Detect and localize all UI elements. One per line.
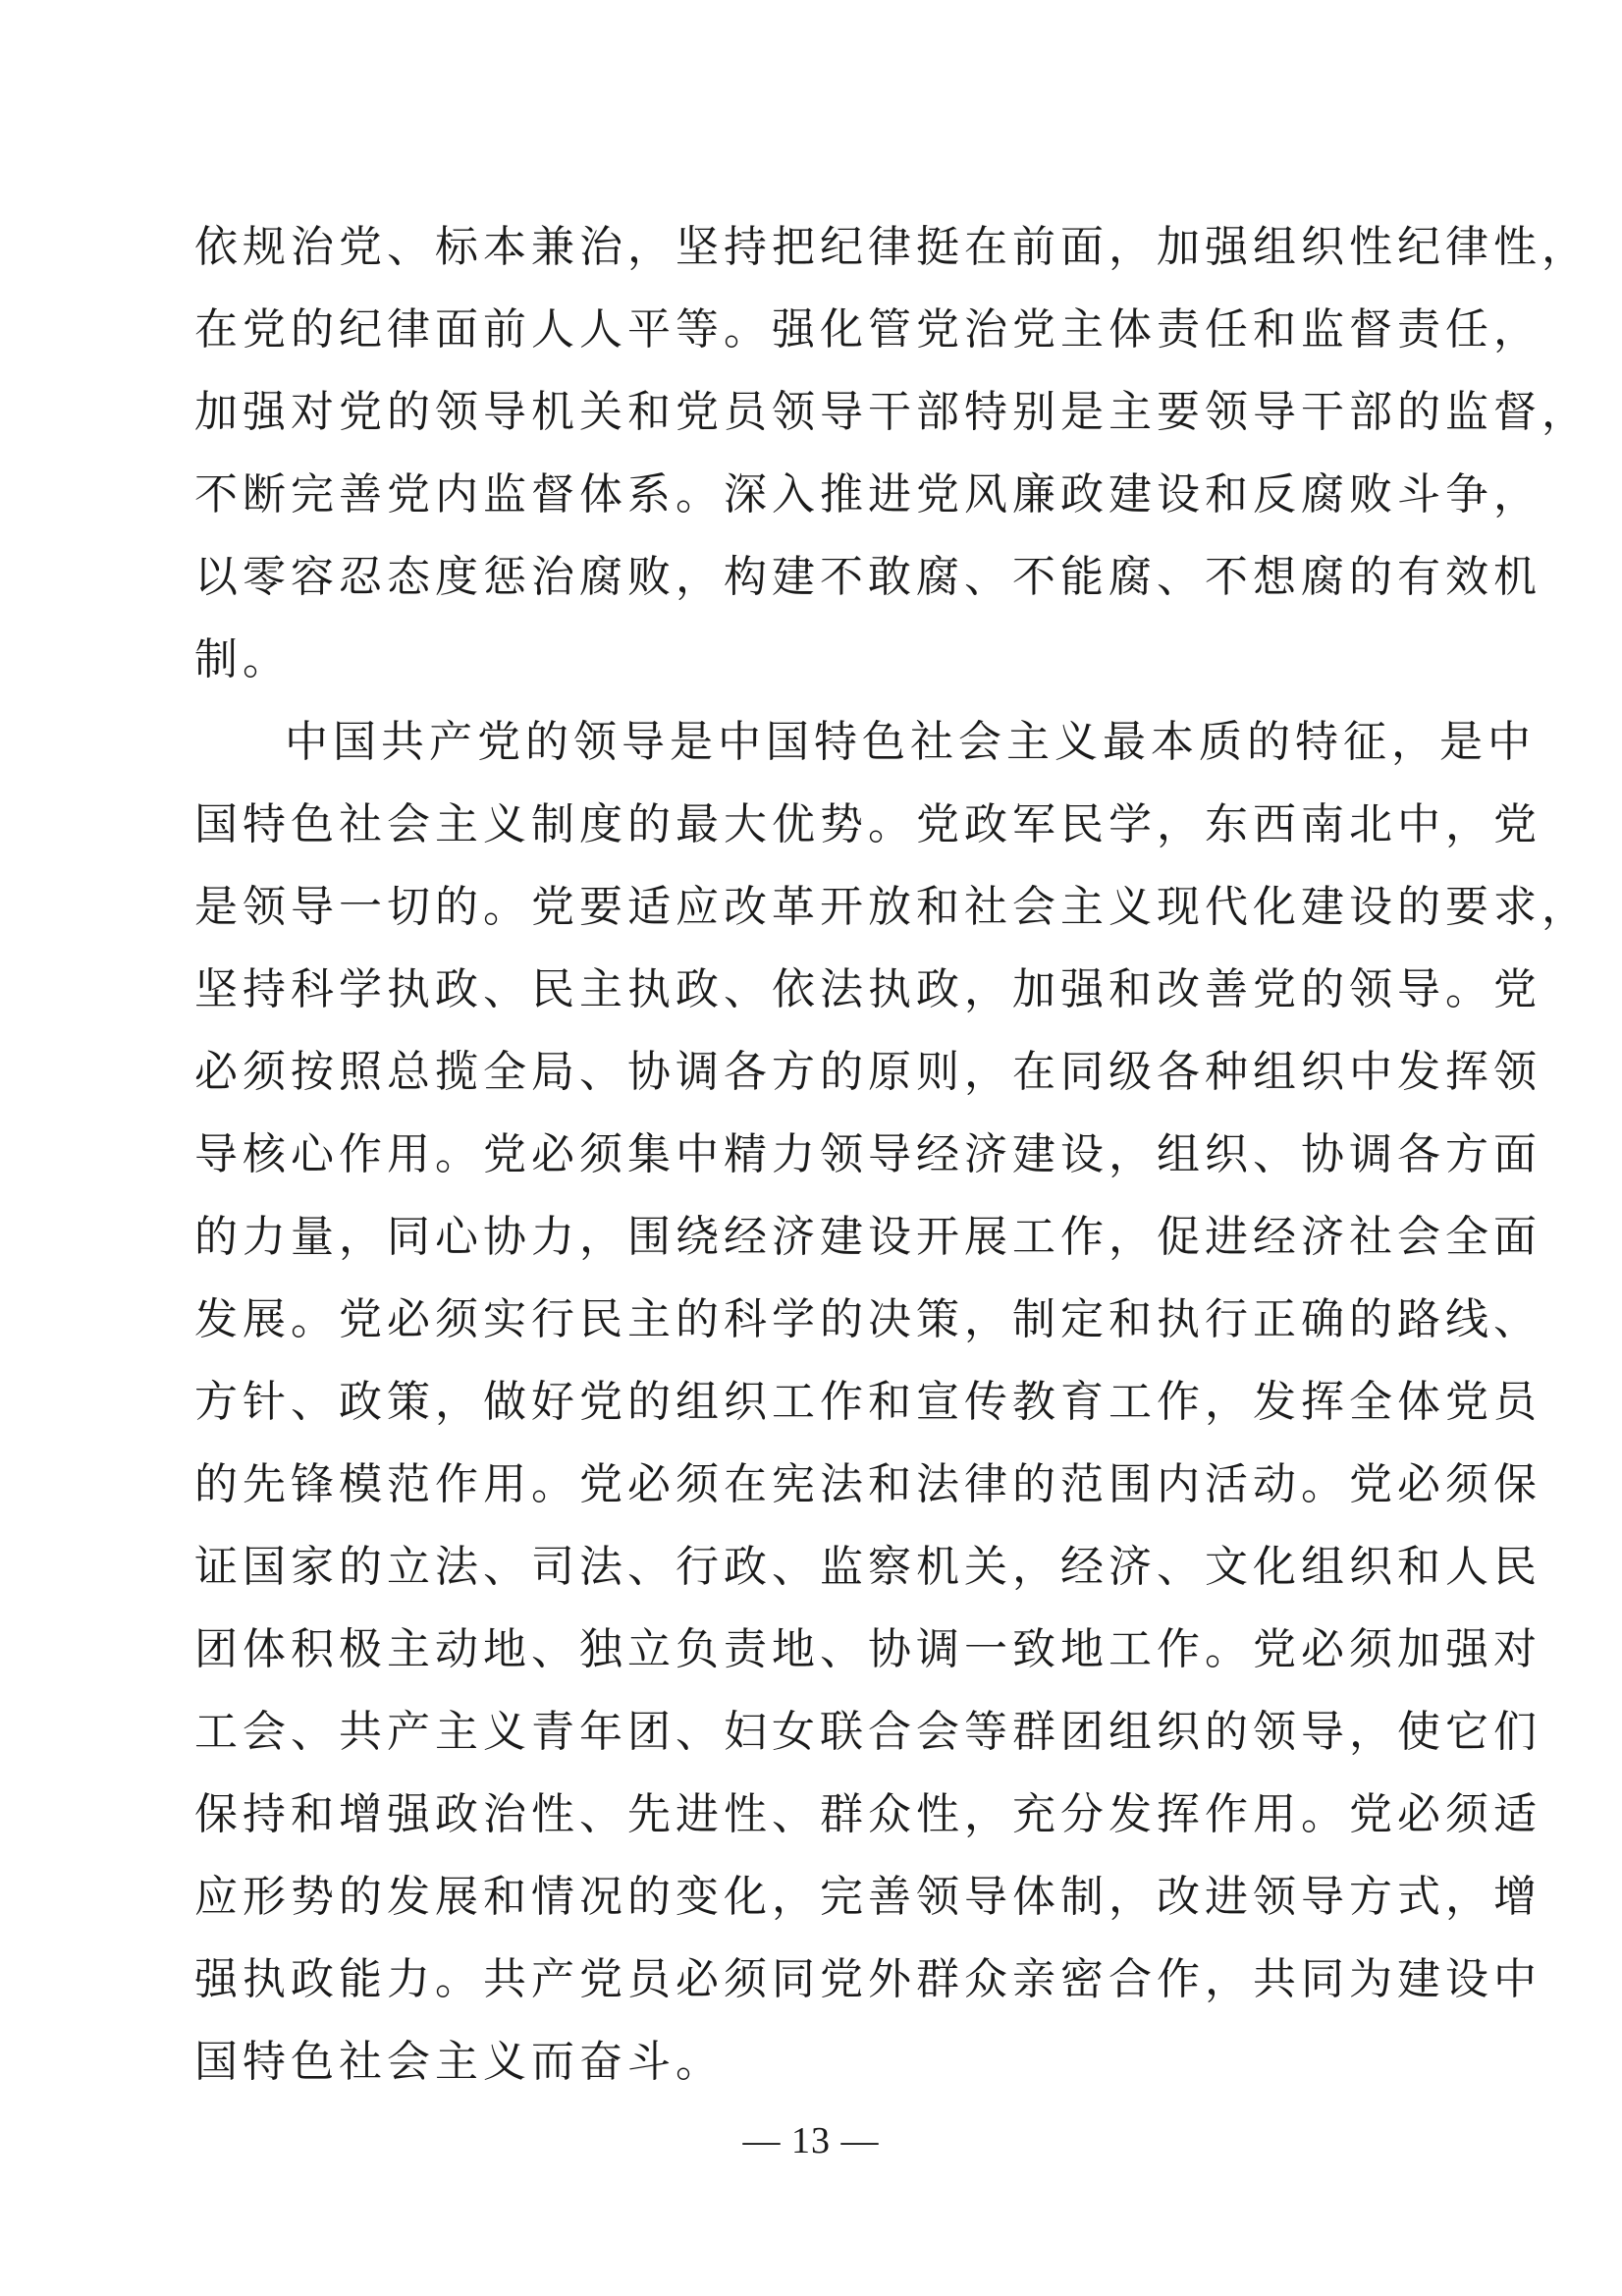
text-line: 在党的纪律面前人人平等。强化管党治党主体责任和监督责任，	[194, 304, 1541, 355]
text-line: 依规治党、标本兼治，坚持把纪律挺在前面，加强组织性纪律性，	[194, 222, 1590, 272]
paragraph-2	[194, 701, 1590, 2104]
text-line: 制。	[194, 634, 291, 684]
text-line: 的力量，同心协力，围绕经济建设开展工作，促进经济社会全面	[194, 1212, 1541, 1262]
text-line: 坚持科学执政、民主执政、依法执政，加强和改善党的领导。党	[194, 964, 1541, 1014]
text-line: 以零容忍态度惩治腐败，构建不敢腐、不能腐、不想腐的有效机	[194, 552, 1541, 602]
text-line: 证国家的立法、司法、行政、监察机关，经济、文化组织和人民	[194, 1542, 1541, 1592]
page-number: — 13 —	[742, 2120, 880, 2161]
text-line: 方针、政策，做好党的组织工作和宣传教育工作，发挥全体党员	[194, 1377, 1541, 1427]
text-line: 必须按照总揽全局、协调各方的原则，在同级各种组织中发挥领	[194, 1047, 1541, 1097]
text-line: 的先锋模范作用。党必须在宪法和法律的范围内活动。党必须保	[194, 1459, 1541, 1509]
text-line: 导核心作用。党必须集中精力领导经济建设，组织、协调各方面	[194, 1129, 1541, 1179]
text-line: 不断完善党内监督体系。深入推进党风廉政建设和反腐败斗争，	[194, 469, 1541, 519]
text-line: 发展。党必须实行民主的科学的决策，制定和执行正确的路线、	[194, 1294, 1541, 1344]
text-line: 团体积极主动地、独立负责地、协调一致地工作。党必须加强对	[194, 1624, 1541, 1674]
body-text	[194, 206, 1590, 2104]
paragraph-1	[194, 206, 1590, 701]
text-line: 是领导一切的。党要适应改革开放和社会主义现代化建设的要求，	[194, 882, 1590, 932]
text-line: 保持和增强政治性、先进性、群众性，充分发挥作用。党必须适	[194, 1789, 1541, 1839]
text-line: 应形势的发展和情况的变化，完善领导体制，改进领导方式，增	[194, 1872, 1541, 1922]
text-line: 工会、共产主义青年团、妇女联合会等群团组织的领导，使它们	[194, 1707, 1541, 1757]
text-line: 强执政能力。共产党员必须同党外群众亲密合作，共同为建设中	[194, 1954, 1541, 2004]
text-line: 国特色社会主义制度的最大优势。党政军民学，东西南北中，党	[194, 799, 1541, 849]
text-line: 国特色社会主义而奋斗。	[194, 2037, 724, 2087]
text-line: 中国共产党的领导是中国特色社会主义最本质的特征，是中	[285, 717, 1536, 767]
text-line: 加强对党的领导机关和党员领导干部特别是主要领导干部的监督，	[194, 387, 1590, 437]
